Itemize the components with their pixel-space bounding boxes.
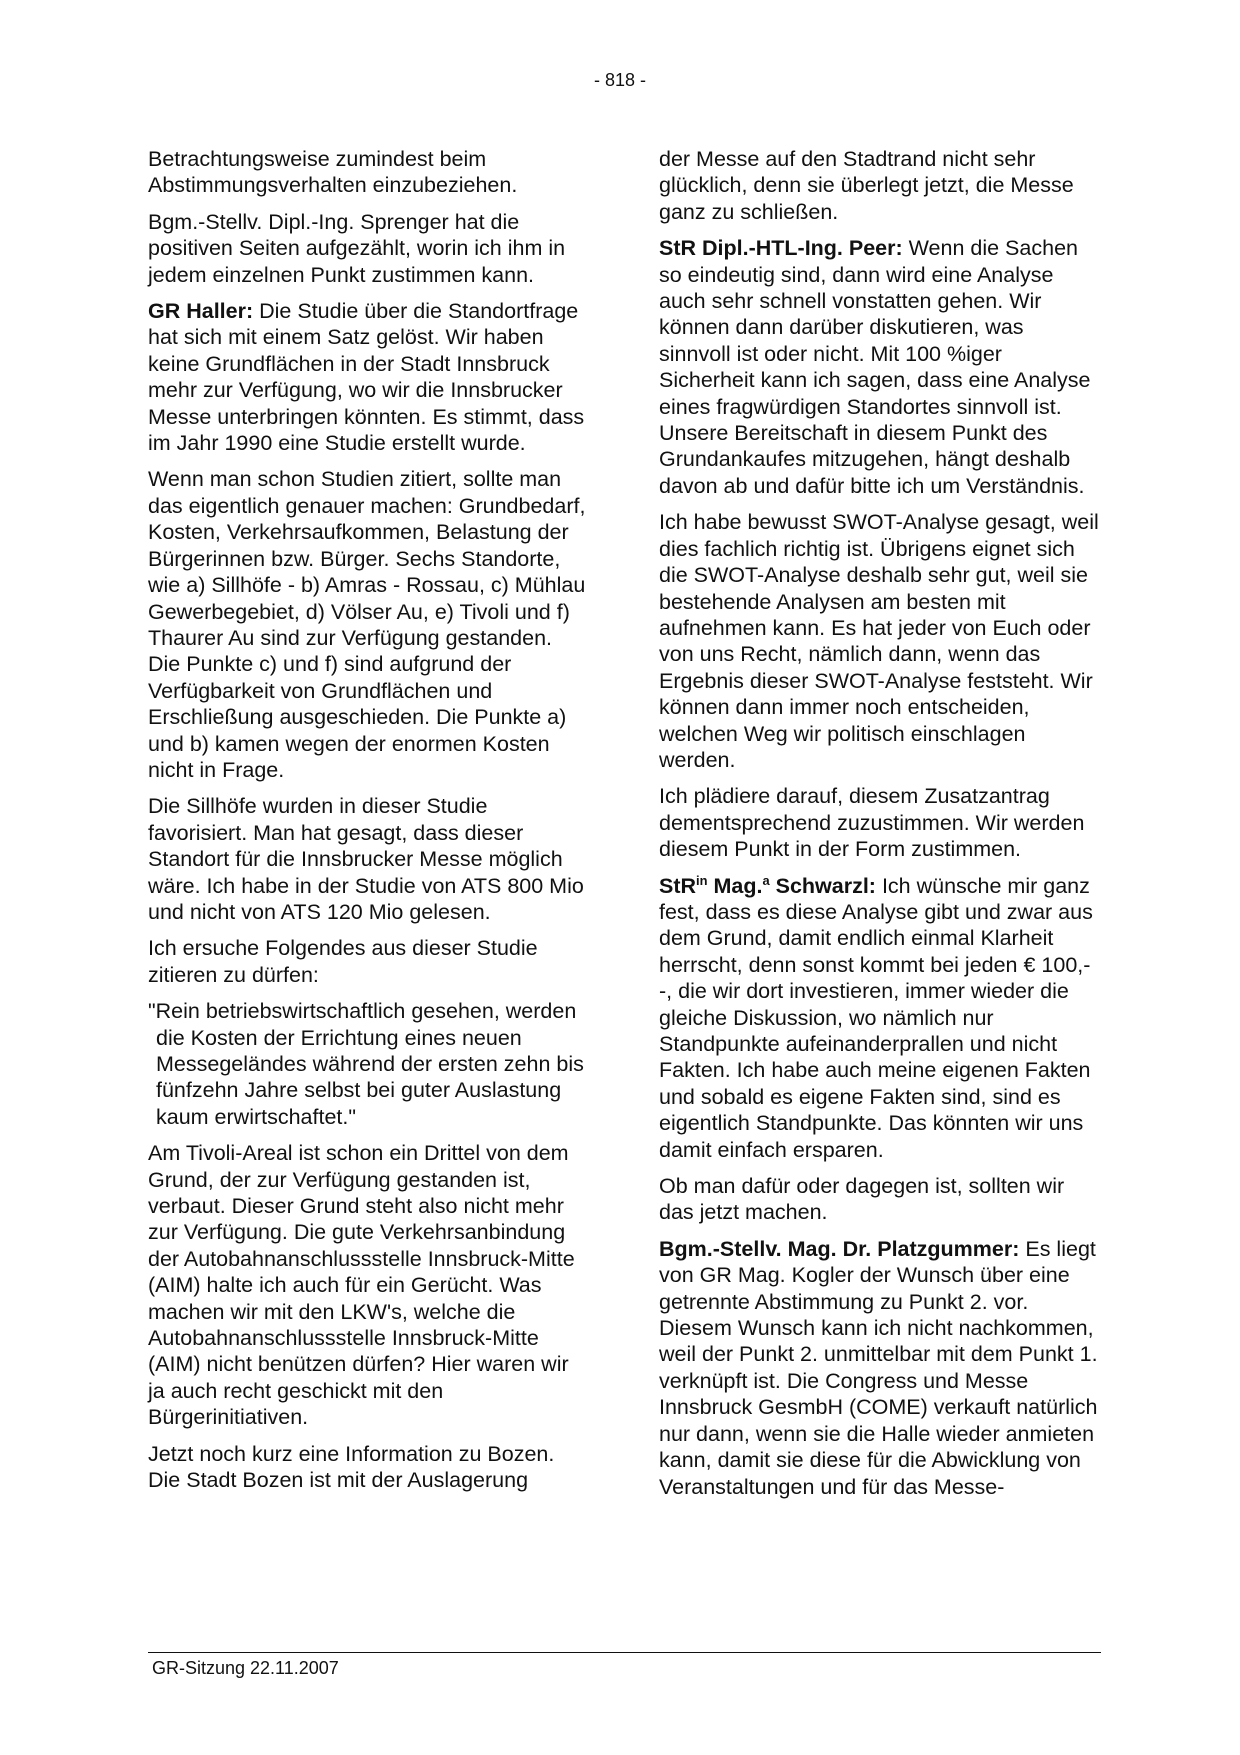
speaker-name (659, 874, 876, 898)
page-number: - 818 - (593, 70, 647, 90)
speech-text: Ich wünsche mir ganz fest, dass es diese Analyse gibt und zwar aus dem Grund, damit endlich einmal Klarheit herrscht, denn sonst kommt bei jeden € 100,--, die wir dort investieren, immer wieder die gleiche Diskussion, wo nämlich nur Standpunkte aufeinanderprallen und nicht Fakten. Ich habe auch meine eigenen Fakten und sobald es eigene Fakten sind, sind es eigentlich Standpunkte. Das könnten wir uns damit einfach ersparen. (659, 873, 1093, 1162)
quotation: "Rein betriebswirtschaftlich gesehen, werden die Kosten der Errichtung eines neuen Messegeländes während der ersten zehn bis fünfzehn Jahre selbst bei guter Auslastung kaum erwirtschaftet." (148, 999, 584, 1129)
paragraph: der Messe auf den Stadtrand nicht sehr glücklich, denn sie überlegt jetzt, die Messe ganz zu schließen. (659, 147, 1074, 224)
paragraph: Betrachtungsweise zumindest beim Abstimmungsverhalten einzubeziehen. (148, 147, 518, 198)
paragraph (659, 1236, 1101, 1500)
paragraph: Ich plädiere darauf, diesem Zusatzantrag dementsprechend zuzustimmen. Wir werden diesem Punkt in der Form zustimmen. (659, 784, 1085, 862)
paragraph (148, 298, 590, 456)
paragraph: Jetzt noch kurz eine Information zu Bozen. Die Stadt Bozen ist mit der Auslagerung (148, 1441, 555, 1493)
speaker-name: StR Dipl.-HTL-Ing. Peer: (659, 236, 903, 261)
left-column (148, 146, 590, 1504)
speech-text: Wenn die Sachen so eindeutig sind, dann wird eine Analyse auch sehr schnell vonstatten gehen. Wir können dann darüber diskutieren, was sinnvoll ist oder nicht. Mit 100 %iger Sicherheit kann ich sagen, dass eine Analyse eines fragwürdigen Standortes sinnvoll ist. Unsere Bereitschaft in diesem Punkt des Grundankaufes mitzugehen, hängt deshalb davon ab und dafür bitte ich um Verständnis. (659, 236, 1091, 498)
paragraph: Bgm.-Stellv. Dipl.-Ing. Sprenger hat die positiven Seiten aufgezählt, worin ich ihm in jedem einzelnen Punkt zustimmen kann. (148, 209, 566, 287)
superscript: in (696, 872, 708, 888)
paragraph (659, 235, 1101, 499)
paragraph: Ich habe bewusst SWOT-Analyse gesagt, weil dies fachlich richtig ist. Übrigens eignet sich die SWOT-Analyse deshalb sehr gut, weil sie bestehende Analysen am besten mit aufnehmen kann. Es hat jeder von Euch oder von uns Recht, nämlich dann, wenn das Ergebnis dieser SWOT-Analyse feststeht. Wir können dann immer noch entscheiden, welchen Weg wir politisch einschlagen werden. (659, 510, 1099, 772)
speech-text: Die Studie über die Standortfrage hat sich mit einem Satz gelöst. Wir haben keine Grundflächen in der Stadt Innsbruck mehr zur Verfügung, wo wir die Innsbrucker Messe unterbringen könnten. Es stimmt, dass im Jahr 1990 eine Studie erstellt wurde. (148, 299, 585, 456)
footer-divider (148, 1652, 1101, 1653)
speech-text: Es liegt von GR Mag. Kogler der Wunsch über eine getrennte Abstimmung zu Punkt 2. vor. Diesem Wunsch kann ich nicht nachkommen, weil der Punkt 2. unmittelbar mit dem Punkt 1. verknüpft ist. Die Congress und Messe Innsbruck GesmbH (COME) verkauft natürlich nur dann, wenn sie die Halle wieder anmieten kann, damit sie diese für die Abwicklung von Veranstaltungen und für das Messe- (659, 1236, 1098, 1499)
speaker-title: Mag. (707, 873, 763, 898)
paragraph: Am Tivoli-Areal ist schon ein Drittel von dem Grund, der zur Verfügung gestanden ist, verbaut. Dieser Grund steht also nicht mehr zur Verfügung. Die gute Verkehrsanbindung der Autobahnanschlussstelle Innsbruck-Mitte (AIM) halte ich auch für ein Gerücht. Was machen wir mit den LKW's, welche die Autobahnanschlussstelle Innsbruck-Mitte (AIM) nicht benützen dürfen? Hier waren wir ja auch recht geschickt mit den Bürgerinitiativen. (148, 1141, 575, 1430)
paragraph: Wenn man schon Studien zitiert, sollte man das eigentlich genauer machen: Grundbedarf, Kosten, Verkehrsaufkommen, Belastung der Bürgerinnen bzw. Bürger. Sechs Standorte, wie a) Sillhöfe - b) Amras - Rossau, c) Mühlau Gewerbegebiet, d) Völser Au, e) Tivoli und f) Thaurer Au sind zur Verfügung gestanden. Die Punkte c) und f) sind aufgrund der Verfügbarkeit von Grundflächen und Erschließung ausgeschieden. Die Punkte a) und b) kamen wegen der enormen Kosten nicht in Frage. (148, 467, 586, 782)
footer-session-date: GR-Sitzung 22.11.2007 (152, 1658, 339, 1678)
speaker-name: GR Haller: (148, 299, 254, 324)
paragraph (659, 873, 1101, 1163)
speaker-title: StR (659, 873, 697, 898)
paragraph: Die Sillhöfe wurden in dieser Studie favorisiert. Man hat gesagt, dass dieser Standort für die Innsbrucker Messe möglich wäre. Ich habe in der Studie von ATS 800 Mio und nicht von ATS 120 Mio gelesen. (148, 794, 584, 924)
speaker-surname: Schwarzl: (769, 873, 876, 898)
right-column (659, 146, 1101, 1510)
superscript: a (762, 872, 770, 888)
paragraph: Ob man dafür oder dagegen ist, sollten wir das jetzt machen. (659, 1174, 1065, 1225)
paragraph: Ich ersuche Folgendes aus dieser Studie zitieren zu dürfen: (148, 936, 538, 987)
speaker-name: Bgm.-Stellv. Mag. Dr. Platzgummer: (659, 1236, 1020, 1261)
